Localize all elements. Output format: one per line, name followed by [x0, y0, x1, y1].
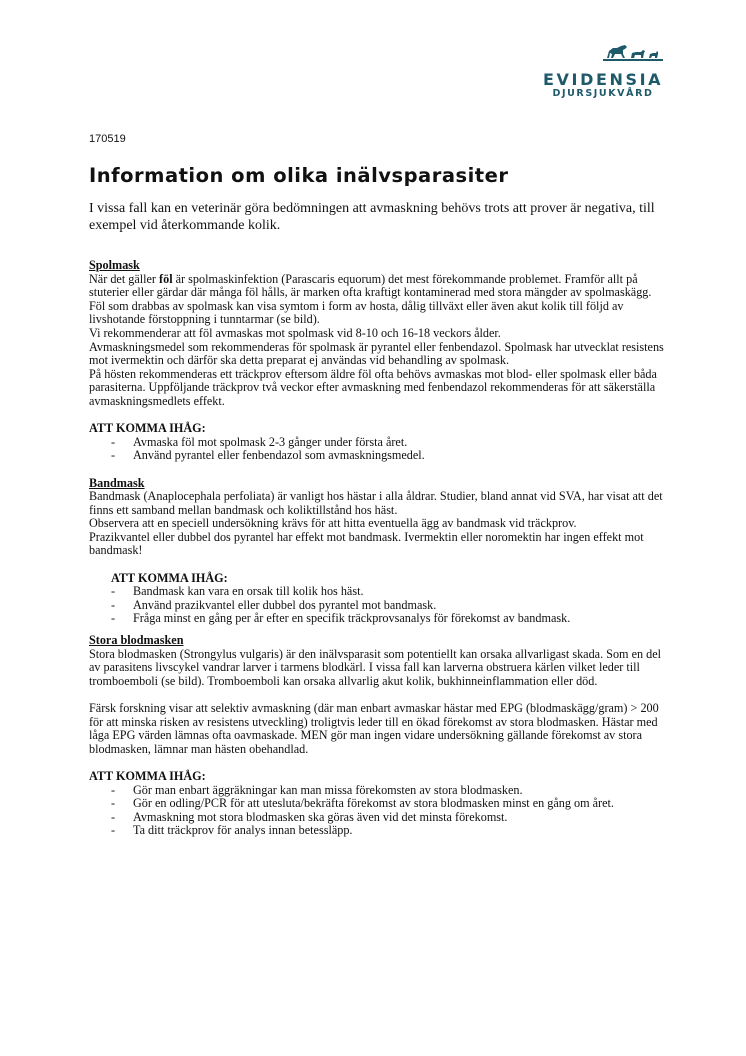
document-body — [89, 259, 669, 838]
remember-heading: ATT KOMMA IHÅG: — [89, 421, 206, 436]
list-item: - Fråga minst en gång per år efter en specifik träckprovsanalys för förekomst av bandmask. — [89, 612, 669, 626]
list-item: - Avmaskning mot stora blodmasken ska göras även vid det minsta förekomst. — [89, 811, 669, 825]
section-heading: Spolmask — [89, 258, 140, 272]
list-item: - Ta ditt träckprov för analys innan betessläpp. — [89, 824, 669, 838]
paragraph: Stora blodmasken (Strongylus vulgaris) är den inälvsparasit som potentiellt kan orsaka allvarligast skada. Som en del av parasitens livscykel vandrar larver i tarmens blodkärl. I vissa fall kan larverna obstruera kärlen vilket leder till tromboemboli (se bild). Tromboemboli kan orsaka allvarlig akut kolik, bukhinneinflammation eller död. — [89, 646, 662, 688]
paragraph: Avmaskningsmedel som rekommenderas för spolmask är pyrantel eller fenbendazol. Spolmask har utvecklat resistens mot ivermektin och därför ska detta preparat ej användas vid behandling av spolmask. — [89, 339, 664, 368]
text-run: När det gäller — [89, 271, 160, 286]
list-item: - Använd prazikvantel eller dubbel dos pyrantel mot bandmask. — [89, 599, 669, 613]
paragraph: På hösten rekommenderas ett träckprov eftersom äldre föl ofta behövs avmaskas mot blod- eller spolmask eller båda parasiterna. Uppföljande träckprov två veckor efter avmaskning med fenbendazol rekommenderas för att säkerställa avmaskningsmedlets effekt. — [89, 366, 657, 408]
remember-heading: ATT KOMMA IHÅG: — [111, 570, 228, 585]
paragraph: Observera att en speciell undersökning krävs för att hitta eventuella ägg av bandmask vid träckprov. — [89, 516, 577, 531]
section-heading: Bandmask — [89, 475, 145, 490]
list-item: - Gör man enbart äggräkningar kan man missa förekomsten av stora blodmasken. — [89, 784, 669, 798]
paragraph — [89, 273, 669, 327]
paragraph: Bandmask (Anaplocephala perfoliata) är vanligt hos hästar i alla åldrar. Studier, bland annat vid SVA, har visat att det finns ett samband mellan bandmask och koliktillstånd hos häst. — [89, 489, 663, 517]
paragraph: Prazikvantel eller dubbel dos pyrantel har effekt mot bandmask. Ivermektin eller noromektin har ingen effekt mot bandmask! — [89, 529, 644, 558]
list-item: - Avmaska föl mot spolmask 2-3 gånger under första året. — [89, 436, 669, 450]
section-heading: Stora blodmasken — [89, 633, 184, 648]
page-title: Information om olika inälvsparasiter — [89, 164, 509, 187]
list-item: - Gör en odling/PCR för att utesluta/bekräfta förekomst av stora blodmasken minst en gång om året. — [89, 797, 669, 811]
section-bandmask — [89, 477, 669, 627]
paragraph: Vi rekommenderar att föl avmaskas mot spolmask vid 8-10 och 16-18 veckors ålder. — [89, 325, 501, 340]
list-item: - Bandmask kan vara en orsak till kolik hos häst. — [89, 585, 669, 599]
remember-list — [89, 436, 669, 463]
intro-paragraph: I vissa fall kan en veterinär göra bedömningen att avmaskning behövs trots att prover är negativa, till exempel vid återkommande kolik. — [89, 201, 655, 233]
remember-list — [89, 784, 669, 838]
text-run: är spolmaskinfektion (Parascaris equorum) det mest förekommande problemet. Framför allt på stuterier eller gärdar där många föl hålls, är marken ofta kraftigt kontaminerad med stora mängder av spolmaskägg. Föl som drabbas av spolmask kan visa symtom i form av hosta, dålig tillväxt eller även akut kolik till följd av livshotande förstoppning i tunntarmar (se bild). — [89, 271, 652, 327]
bold-text: föl — [159, 271, 173, 286]
list-item: - Använd pyrantel eller fenbendazol som avmaskningsmedel. — [89, 449, 669, 463]
section-spolmask — [89, 259, 669, 463]
section-stora-blodmasken — [89, 634, 669, 838]
logo-tagline: DJURSJUKVÅRD — [552, 88, 654, 99]
evidensia-logo — [543, 42, 663, 100]
horse-dog-cat-icon — [603, 42, 663, 64]
remember-heading: ATT KOMMA IHÅG: — [89, 768, 206, 783]
document-date: 170519 — [89, 133, 126, 145]
logo-brand: EVIDENSIA — [543, 70, 664, 89]
paragraph: Färsk forskning visar att selektiv avmaskning (där man enbart avmaskar hästar med EPG (blodmaskägg/gram) > 200 för att minska risken av resistens utveckling) troligtvis leder till en ökad förekomst av stora blodmasken. Hästar med låga EPG värden lämnas ofta oavmaskade. MEN gör man ingen vidare undersökning gällande förekomst av stora blodmasken, lämnar man hästen obehandlad. — [89, 701, 659, 756]
remember-list — [89, 585, 669, 626]
